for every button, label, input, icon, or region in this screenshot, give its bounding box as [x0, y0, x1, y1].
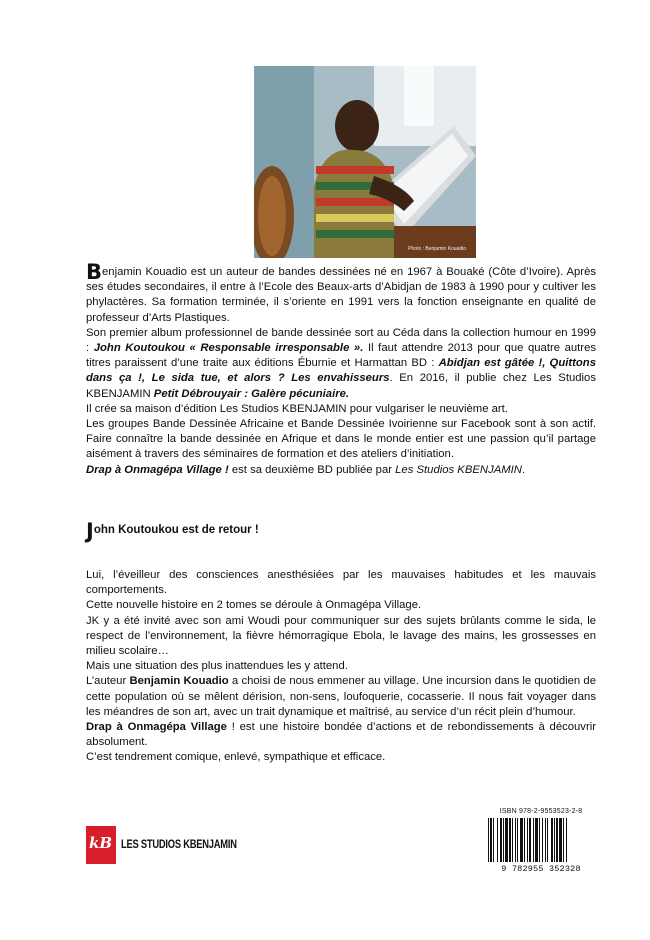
story-paragraph-6: Drap à Onmagépa Village ! est une histoire bondée d’actions et de rebondissements à découvrir absolument. — [86, 721, 596, 749]
section-heading: John Koutoukou est de retour ! — [86, 519, 259, 543]
publisher-name: LES STUDIOS KBENJAMIN — [121, 837, 237, 851]
photo-credit: Photo : Benjamin Kouadio — [408, 246, 466, 252]
bio-paragraph-1: Benjamin Kouadio est un auteur de bandes dessinées né en 1967 à Bouaké (Côte d’Ivoire). Après ses études secondaires, il entre à l’Ecole des Beaux-arts d’Abidjan de 1983 à 1990 pour y cultiver les phylactères. Sa formation terminée, il s’oriente en 1991 vers la fonction enseignante en qualité de professeur d’Arts Plastiques. — [86, 260, 596, 324]
isbn-label: ISBN 978-2-9553523-2-8 — [499, 808, 583, 815]
author-bio — [86, 260, 597, 478]
story-paragraph-1: Lui, l’éveilleur des consciences anesthésiées par les mauvaises habitudes et les mauvais comportements. — [86, 569, 596, 597]
bio-paragraph-4: Les groupes Bande Dessinée Africaine et Bande Dessinée Ivoirienne sur Facebook sont à son actif. Faire connaître la bande dessinée en Afrique et dans le monde entier est une passion qu’il partage aisément à travers des séminaires de formation et des ateliers d’initiation. — [86, 418, 596, 461]
bio-dropcap: B — [86, 260, 103, 284]
bio-paragraph-2: Son premier album professionnel de bande dessinée sort au Céda dans la collection humour en 1999 : John Koutoukou « Responsable irresponsable ». Il faut attendre 2013 pour que quatre autres titres paraissent d’une traite aux éditions Éburnie et Harmattan BD : Abidjan est gâtée !, Quittons dans ça !, Le sida tue, et alors ? Les envahisseurs. En 2016, il publie chez Les Studios KBENJAMIN Petit Débrouyair : Galère pécuniaire. — [86, 326, 597, 400]
story-paragraph-3: JK y a été invité avec son ami Woudi pour communiquer sur des sujets brûlants comme le sida, le respect de l’environnement, la fièvre hémorragique Ebola, le lavage des mains, les grossesses en milieu scolaire… — [86, 614, 596, 658]
publisher-logo-mark: kB — [86, 826, 116, 864]
story-paragraph-5: L’auteur Benjamin Kouadio a choisi de nous emmener au village. Une incursion dans le quotidien de cette population où se mêlent dérision, non-sens, loufoquerie, cocasserie. Il nous fait voyager dans les méandres de son art, avec un trait dynamique et maîtrisé, au service d’un récit plein d’humour. — [86, 675, 596, 718]
publisher-logo — [86, 826, 266, 866]
author-photo — [254, 66, 476, 258]
story-paragraph-2: Cette nouvelle histoire en 2 tomes se déroule à Onmagépa Village. — [86, 599, 422, 612]
bio-paragraph-5: Drap à Onmagépa Village ! est sa deuxième BD publiée par Les Studios KBENJAMIN. — [86, 463, 526, 476]
isbn-barcode — [486, 818, 596, 862]
barcode-digits: 9 782955 352328 — [501, 864, 581, 874]
story-paragraph-4: Mais une situation des plus inattendues les y attend. — [86, 660, 348, 673]
heading-dropcap: J — [86, 519, 94, 543]
bio-paragraph-3: Il crée sa maison d’édition Les Studios KBENJAMIN pour vulgariser le neuvième art. — [86, 402, 508, 415]
story-paragraph-7: C’est tendrement comique, enlevé, sympathique et efficace. — [86, 751, 386, 764]
story-description — [86, 568, 596, 766]
